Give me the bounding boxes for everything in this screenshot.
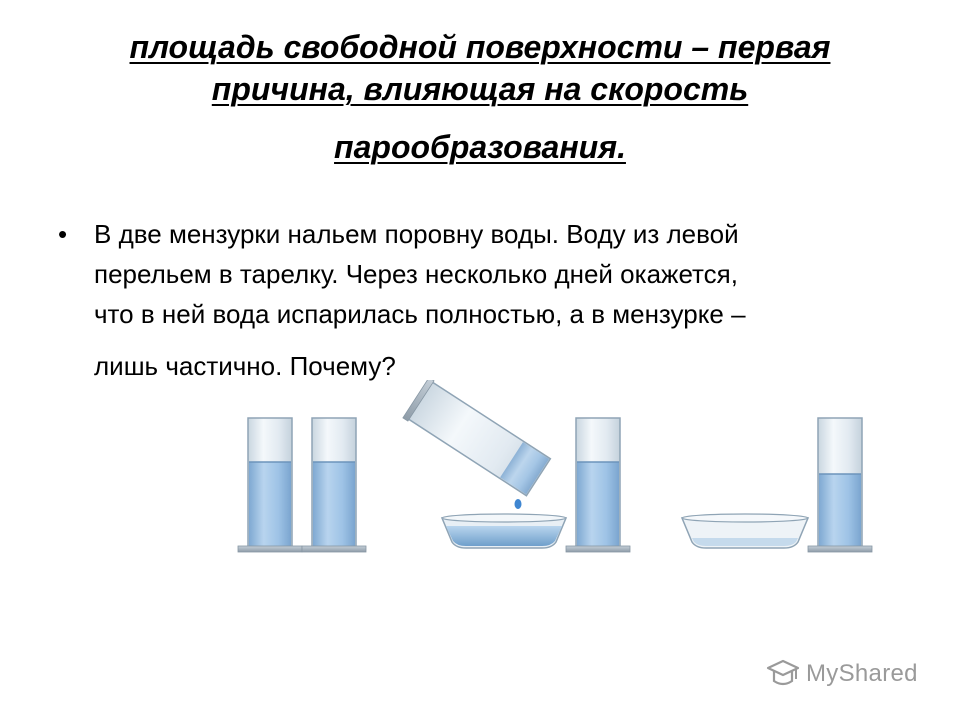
mortarboard-icon	[766, 659, 800, 689]
paragraph-text	[94, 214, 924, 386]
paragraph-line-4: лишь частично. Почему?	[94, 351, 396, 381]
beaker-1	[238, 418, 302, 552]
beaker-3	[566, 418, 630, 552]
title-line-2: причина, влияющая на скорость	[211, 71, 749, 107]
title-line-3: парообразования.	[334, 129, 626, 165]
pouring-beaker	[403, 380, 552, 497]
beaker-4	[808, 418, 872, 552]
water-drop	[515, 499, 522, 509]
paragraph-line-1: В две мензурки нальем поровну воды. Воду из левой	[94, 219, 739, 249]
title-line-1: площадь свободной поверхности – первая	[129, 29, 831, 65]
bullet-point: •	[58, 219, 68, 249]
dish-with-water	[442, 514, 566, 548]
watermark-text: MyShared	[806, 660, 918, 687]
evaporation-experiment-illustration	[230, 380, 880, 560]
slide-title	[60, 26, 900, 168]
paragraph-line-2: перельем в тарелку. Через несколько дней окажется,	[94, 259, 738, 289]
myshared-watermark	[766, 656, 918, 692]
empty-dish	[682, 514, 808, 548]
paragraph-line-3: что в ней вода испарилась полностью, а в мензурке –	[94, 299, 746, 329]
beaker-2	[302, 418, 366, 552]
